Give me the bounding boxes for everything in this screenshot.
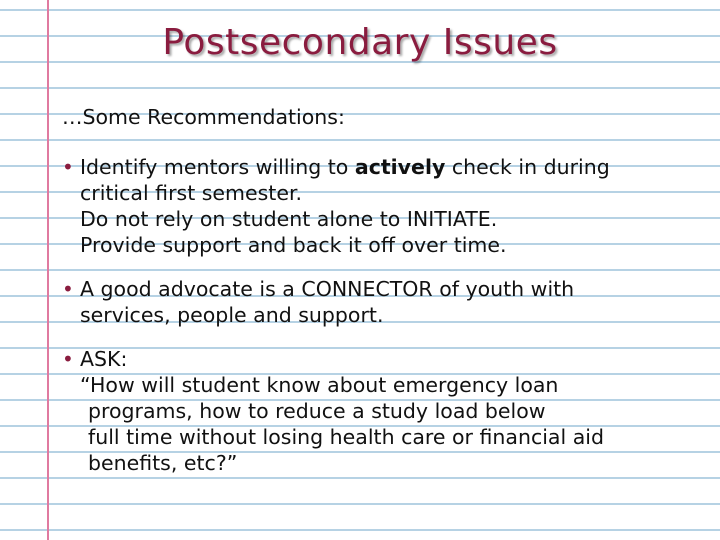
bullet1-line3: Do not rely on student alone to INITIATE.: [80, 207, 498, 231]
bullet3-line5: benefits, etc?”: [88, 451, 238, 475]
bullet3-line4: full time without losing health care or financial aid: [88, 425, 604, 449]
bullet2-line1: A good advocate is a CONNECTOR of youth with: [80, 277, 575, 301]
subtitle: …Some Recommendations:: [62, 105, 345, 129]
bullet3-line2: “How will student know about emergency loan: [80, 373, 559, 397]
slide-body: [62, 104, 682, 494]
bullet-symbol: •: [62, 277, 74, 301]
bullet2-line2: services, people and support.: [80, 303, 384, 327]
bullet-symbol: •: [62, 155, 74, 179]
bullet1-line2: critical first semester.: [80, 181, 303, 205]
bullet-symbol: •: [62, 347, 74, 371]
bullet-item-advocate: [62, 276, 682, 328]
page-title: Postsecondary Issues: [162, 22, 558, 63]
bullet3-line3: programs, how to reduce a study load below: [88, 399, 546, 423]
bullet3-line1: ASK:: [80, 347, 128, 371]
bullet1-line4: Provide support and back it off over time.: [80, 233, 507, 257]
bullet1-line1: Identify mentors willing to actively check in during: [80, 155, 610, 179]
bullet-item-mentors: [62, 154, 682, 258]
bullet-item-ask: [62, 346, 682, 476]
